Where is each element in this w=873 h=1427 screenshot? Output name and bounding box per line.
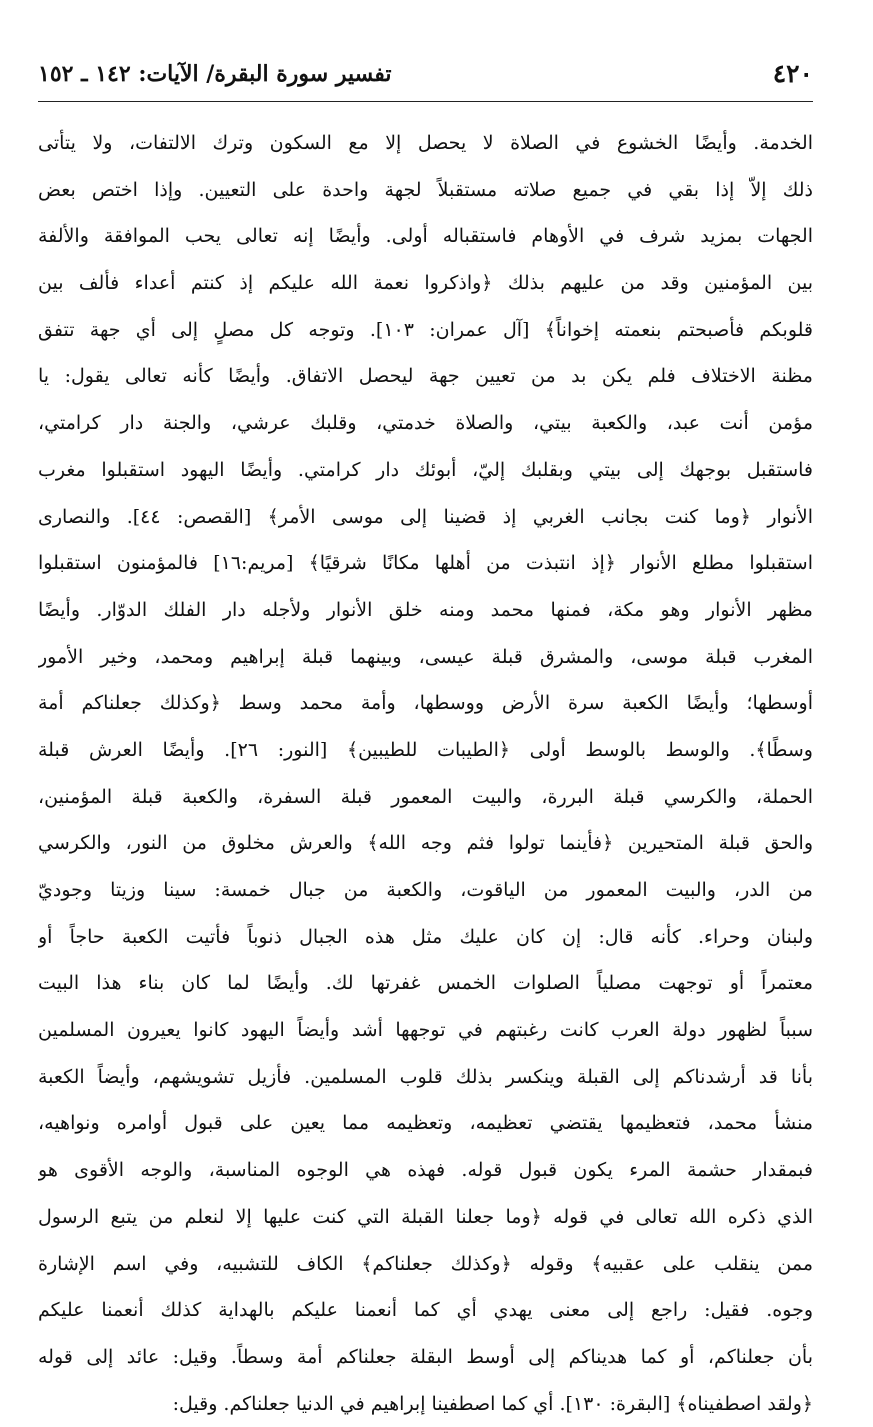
text-line: بين المؤمنين وقد من عليهم بذلك ﴿واذكروا نعمة الله عليكم إذ كنتم أعداء فألف بين xyxy=(38,272,813,295)
text-line: الخدمة. وأيضًا الخشوع في الصلاة لا يحصل إلا مع السكون وترك الالتفات، ولا يتأتى xyxy=(38,132,813,154)
text-line: مظنة الاختلاف فلم يكن بد من تعيين جهة ليحصل الاتفاق. وأيضًا كأنه تعالى يقول: يا xyxy=(38,365,813,388)
text-line: قلوبكم فأصبحتم بنعمته إخواناً﴾ [آل عمران: ١٠٣]. وتوجه كل مصلٍ إلى أي جهة تتفق xyxy=(38,318,813,341)
text-line: من الدر، والبيت المعمور من الياقوت، والكعبة من جبال خمسة: سينا وزيتا وجوديّ xyxy=(38,879,813,901)
page-header xyxy=(38,55,813,101)
text-line: مظهر الأنوار وهو مكة، فمنها محمد ومنه خلق الأنوار ولأجله دار الفلك الدوّار. وأيضًا xyxy=(38,598,813,621)
text-line: أوسطها؛ وأيضًا الكعبة سرة الأرض ووسطها، وأمة محمد وسط ﴿وكذلك جعلناكم أمة xyxy=(38,692,813,715)
running-title: تفسير سورة البقرة/ الآيات: ١٤٢ ـ ١٥٢ xyxy=(38,61,392,87)
text-line: ذلك إلاّ إذا بقي في جميع صلاته مستقبلاً لجهة واحدة على التعيين. وإذا اختص بعض xyxy=(38,178,813,201)
text-line: سبباً لظهور دولة العرب كانت رغبتهم في توجهها أشد وأيضاً اليهود كانوا يعيرون المسلمين xyxy=(38,1019,813,1042)
text-line: الجهات بمزيد شرف في الأوهام فاستقباله أولى. وأيضًا إنه تعالى يحب الموافقة والألفة xyxy=(38,225,813,248)
text-line: فبمقدار حشمة المرء يكون قبول قوله. فهذه هي الوجوه المناسبة، والوجه الأقوى هو xyxy=(38,1159,813,1182)
text-line: المغرب قبلة موسى، والمشرق قبلة عيسى، وبينهما قبلة إبراهيم ومحمد، وخير الأمور xyxy=(38,645,813,668)
text-line: والحق قبلة المتحيرين ﴿فأينما تولوا فثم وجه الله﴾ والعرش مخلوق من النور، والكرسي xyxy=(38,832,813,855)
text-line: منشأ محمد، فتعظيمها يقتضي تعظيمه، وتعظيمه مما يعين على قبول أوامره ونواهيه، xyxy=(38,1112,813,1135)
text-line: وسطًا﴾. والوسط بالوسط أولى ﴿الطيبات للطيبين﴾ [النور: ٢٦]. وأيضًا العرش قبلة xyxy=(38,738,813,761)
text-line: الحملة، والكرسي قبلة البررة، والبيت المعمور قبلة السفرة، والكعبة قبلة المؤمنين، xyxy=(38,785,813,808)
text-line: مؤمن أنت عبد، والكعبة بيتي، والصلاة خدمتي، وقلبك عرشي، والجنة دار كرامتي، xyxy=(38,412,813,435)
text-line: ﴿ولقد اصطفيناه﴾ [البقرة: ١٣٠]. أي كما اصطفينا إبراهيم في الدنيا جعلناكم. وقيل: xyxy=(172,1392,813,1415)
text-line: فاستقبل بوجهك إلى بيتي وبقلبك إليّ، أبوئك دار كرامتي. وأيضًا اليهود استقبلوا مغرب xyxy=(38,458,813,481)
text-line: ولبنان وحراء. كأنه قال: إن كان عليك مثل هذه الجبال ذنوباً فأتيت الكعبة حاجاً أو xyxy=(38,925,813,948)
text-line: معتمراً أو توجهت مصلياً الصلوات الخمس غفرتها لك. وأيضًا لما كان بناء هذا البيت xyxy=(38,972,813,995)
page-number: ٤٢٠ xyxy=(772,59,813,88)
body-text xyxy=(38,120,813,1427)
header-rule xyxy=(38,101,813,102)
text-line: الذي ذكره الله تعالى في قوله ﴿وما جعلنا القبلة التي كنت عليها إلا لنعلم من يتبع الرسول xyxy=(38,1205,813,1228)
text-line: استقبلوا مطلع الأنوار ﴿إذ انتبذت من أهلها مكانًا شرقيًا﴾ [مريم:١٦] فالمؤمنون استقبلوا xyxy=(38,552,813,575)
text-line: وجوه. فقيل: راجع إلى معنى يهدي أي كما أنعمنا عليكم بالهداية كذلك أنعمنا عليكم xyxy=(38,1299,813,1322)
text-line: بأن جعلناكم، أو كما هديناكم إلى أوسط البقلة جعلناكم أمة وسطاً. وقيل: عائد إلى قوله xyxy=(38,1345,813,1368)
text-line: ممن ينقلب على عقبيه﴾ وقوله ﴿وكذلك جعلناكم﴾ الكاف للتشبيه، وفي اسم الإشارة xyxy=(38,1252,813,1275)
text-line: بأنا قد أرشدناكم إلى القبلة وينكسر بذلك قلوب المسلمين. فأزيل تشويشهم، وأيضاً الكعبة xyxy=(38,1065,813,1088)
text-line: الأنوار ﴿وما كنت بجانب الغربي إذ قضينا إلى موسى الأمر﴾ [القصص: ٤٤]. والنصارى xyxy=(38,505,813,528)
